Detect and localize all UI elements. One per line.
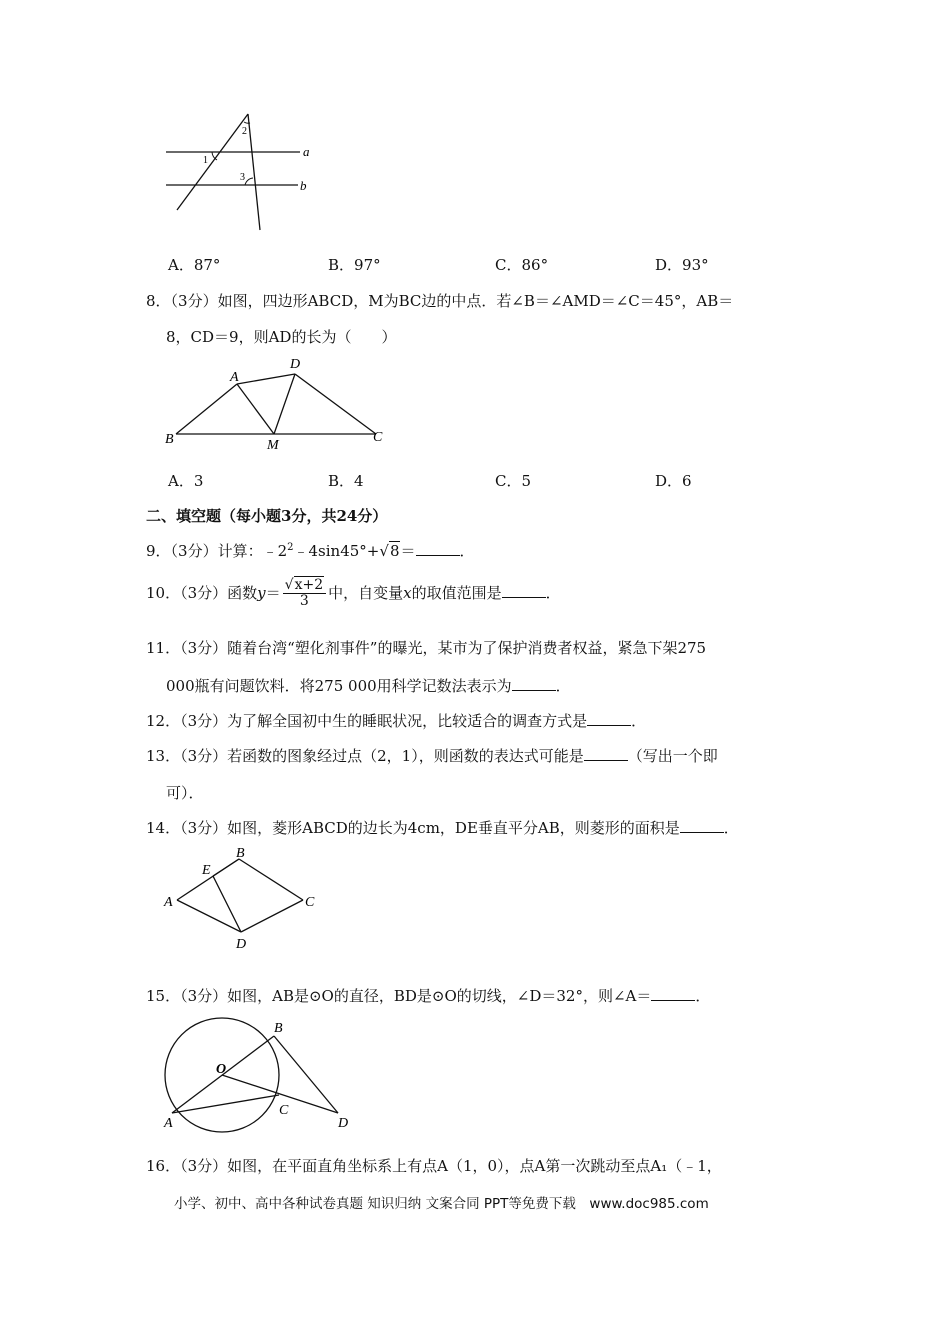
- q10-fraction: [283, 578, 326, 610]
- q15-end: ．: [695, 987, 711, 1005]
- q8-label-m: M: [267, 438, 279, 452]
- q14: [146, 817, 739, 838]
- q10-end: ．: [545, 583, 561, 602]
- q9-suffix: ＝: [400, 542, 416, 560]
- q8-label-c: C: [373, 430, 383, 445]
- q10-answer-blank[interactable]: [502, 583, 546, 598]
- q11-answer-blank[interactable]: [512, 676, 556, 691]
- q13-text: 13．（3分）若函数的图象经过点（2，1），则函数的表达式可能是: [146, 747, 584, 765]
- q8-option-c: C．5: [495, 472, 532, 490]
- q14-label-b: B: [236, 846, 245, 861]
- q13-line2: 可）．: [166, 784, 204, 802]
- q7-option-d: D．93°: [655, 256, 709, 274]
- q14-label-e: E: [202, 863, 211, 878]
- q9-prefix: 9．（3分）计算：﹣2: [146, 542, 288, 560]
- q11-text: 000瓶有问题饮料．将275 000用科学记数法表示为: [166, 677, 512, 695]
- q12-text: 12．（3分）为了解全国初中生的睡眠状况，比较适合的调查方式是: [146, 712, 588, 730]
- q9-answer-blank[interactable]: [416, 541, 460, 556]
- q14-label-a: A: [164, 895, 173, 910]
- q11-line1: 11．（3分）随着台湾“塑化剂事件”的曝光，某市为了保护消费者权益，紧急下架275: [146, 639, 707, 657]
- sqrt-icon: √: [284, 577, 294, 593]
- page-footer: 小学、初中、高中各种试卷真题 知识归纳 文案合同 PPT等免费下载 www.doc985.com: [174, 1196, 709, 1212]
- q7-angle1: 1: [203, 155, 208, 166]
- q12-answer-blank[interactable]: [587, 711, 631, 726]
- q13-line1: [146, 745, 718, 766]
- q8-option-a: A．3: [168, 472, 204, 490]
- q10-suffix-b: 的取值范围是: [411, 583, 502, 602]
- q14-label-c: C: [305, 895, 315, 910]
- q11-line2: [166, 675, 571, 696]
- q11-end: ．: [555, 677, 571, 695]
- q10-prefix: 10．（3分）函数: [146, 583, 258, 602]
- q15-label-c: C: [279, 1103, 289, 1118]
- q15-label-a: A: [164, 1116, 173, 1131]
- q8-option-d: D．6: [655, 472, 692, 490]
- q7-label-b: b: [300, 178, 307, 193]
- sqrt-icon: √: [379, 542, 389, 560]
- q7-angle3: 3: [240, 172, 245, 183]
- q13-answer-blank[interactable]: [584, 746, 628, 761]
- q14-label-d: D: [236, 937, 247, 952]
- q15-text: 15．（3分）如图，AB是⊙O的直径，BD是⊙O的切线，∠D＝32°，则∠A＝: [146, 987, 652, 1005]
- q7-angle2: 2: [242, 126, 247, 137]
- q14-answer-blank[interactable]: [680, 818, 724, 833]
- q7-option-b: B．97°: [328, 256, 381, 274]
- q14-end: ．: [723, 819, 739, 837]
- q14-figure: [160, 842, 330, 954]
- q9-middle: ﹣4sin45°+: [293, 542, 380, 560]
- q12-end: ．: [631, 712, 647, 730]
- q8-label-d: D: [290, 357, 301, 372]
- q14-text: 14．（3分）如图，菱形ABCD的边长为4cm，DE垂直平分AB，则菱形的面积是: [146, 819, 680, 837]
- q7-figure: [160, 110, 330, 235]
- q8-figure: [160, 352, 400, 452]
- section-heading: 二、填空题（每小题3分，共24分）: [146, 507, 388, 525]
- q16-line1: 16．（3分）如图，在平面直角坐标系上有点A（1，0），点A第一次跳动至点A₁（﹣1，: [146, 1157, 722, 1175]
- q9-end: ．: [459, 542, 475, 560]
- q9-radicand: 8: [389, 542, 400, 560]
- q15: [146, 985, 710, 1006]
- q9: [146, 540, 475, 561]
- q9-exponent: 2: [287, 542, 294, 553]
- q7-option-c: C．86°: [495, 256, 549, 274]
- q7-label-a: a: [303, 144, 310, 159]
- q8-label-a: A: [230, 370, 239, 385]
- q10: [146, 578, 561, 610]
- q12: [146, 710, 646, 731]
- q7-option-a: A．87°: [168, 256, 221, 274]
- q8-line2: 8，CD＝9，则AD的长为（ ）: [166, 328, 397, 346]
- q15-label-d: D: [338, 1116, 349, 1131]
- q10-suffix-a: 中，自变量: [328, 583, 404, 602]
- q15-label-o: O: [216, 1062, 227, 1077]
- q15-label-b: B: [274, 1021, 283, 1036]
- q10-eq: ＝: [265, 583, 281, 602]
- q13-text-end: （写出一个即: [627, 747, 718, 765]
- q10-numerator: x+2: [294, 577, 324, 593]
- q15-figure: [160, 1015, 360, 1140]
- q8-option-b: B．4: [328, 472, 364, 490]
- q8-line1: 8．（3分）如图，四边形ABCD，M为BC边的中点．若∠B＝∠AMD＝∠C＝45°，AB＝: [146, 292, 734, 310]
- q8-label-b: B: [165, 432, 174, 447]
- q10-x: x: [403, 583, 412, 602]
- q15-answer-blank[interactable]: [651, 986, 695, 1001]
- q10-y: y: [257, 583, 266, 602]
- q10-denominator: 3: [299, 593, 309, 610]
